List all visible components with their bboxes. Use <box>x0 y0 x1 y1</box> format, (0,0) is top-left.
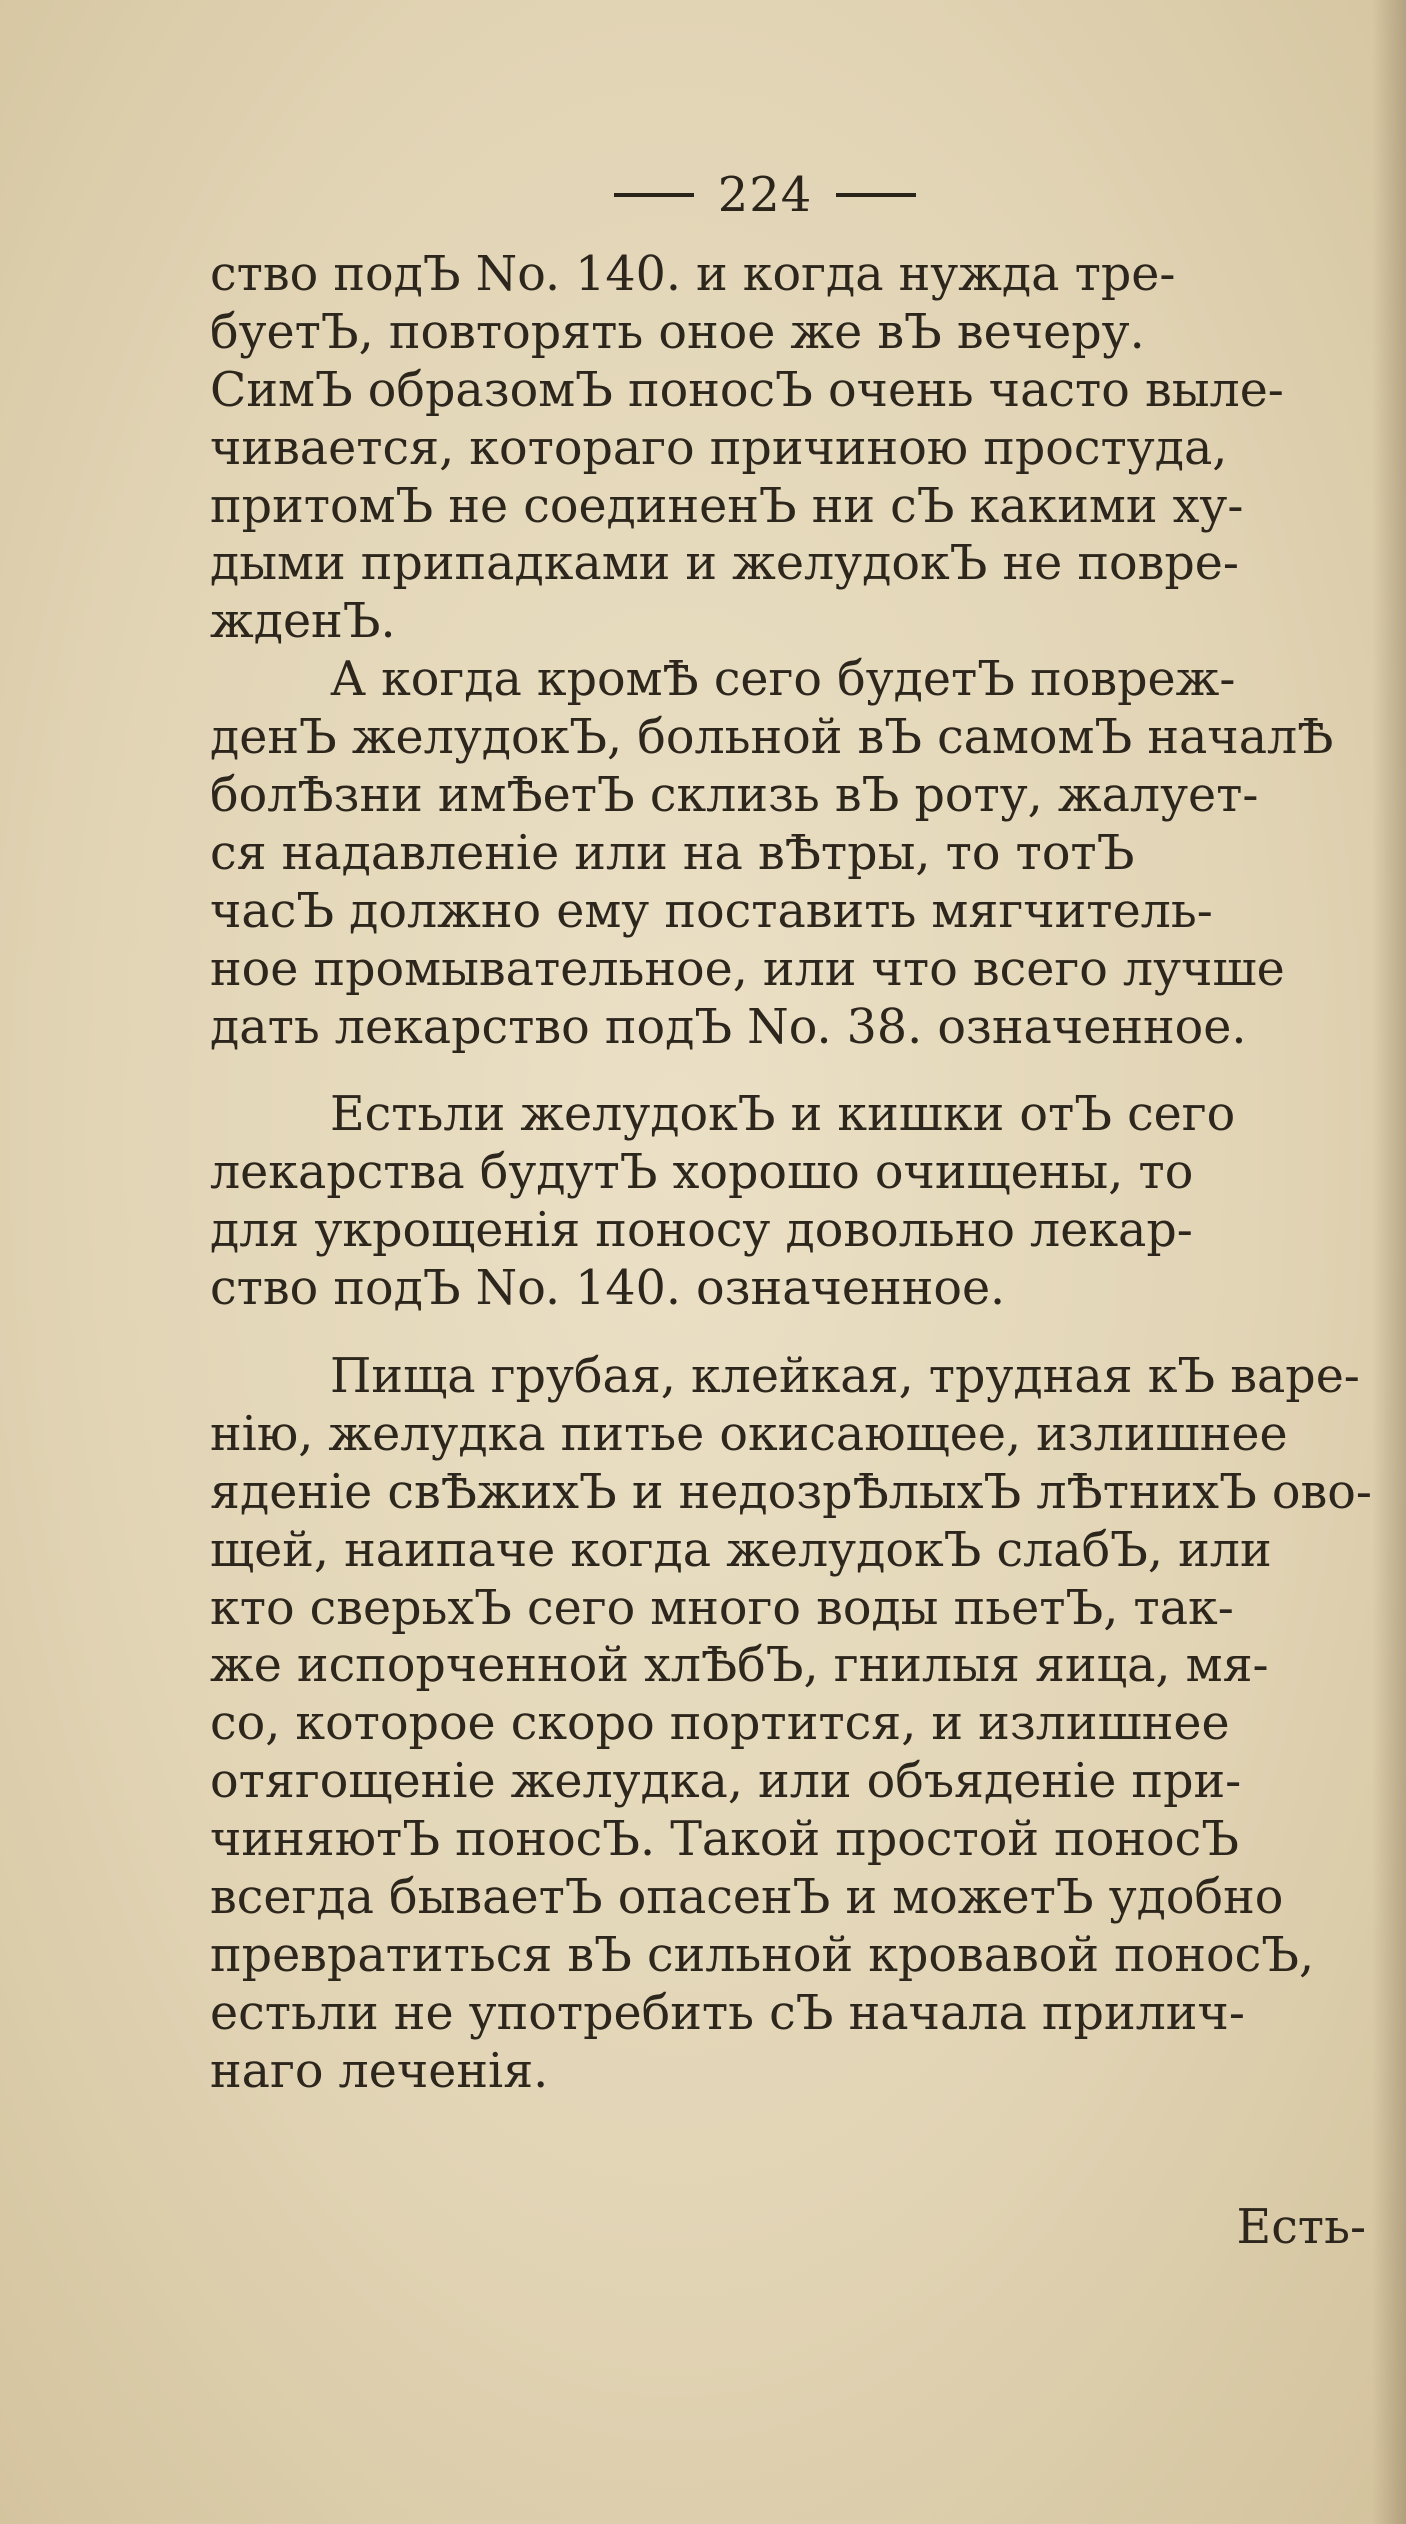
text-line: яденіе свѢжихЪ и недозрѢлыхЪ лѢтнихЪ ово- <box>210 1464 1372 1520</box>
header-rule-left <box>614 193 694 197</box>
text-line: дыми припадками и желудокЪ не повре- <box>210 536 1239 592</box>
paragraph-1 <box>210 246 1370 651</box>
text-line: чивается, котораго причиною простуда, <box>210 420 1228 476</box>
text-line: притомЪ не соединенЪ ни сЪ какими ху- <box>210 478 1244 534</box>
paragraph-4 <box>210 1348 1370 2101</box>
text-line: болѢзни имѢетЪ склизь вЪ роту, жалует- <box>210 768 1259 824</box>
text-line: часЪ должно ему поставить мягчитель- <box>210 883 1213 939</box>
text-line: чиняютЪ поносЪ. Такой простой поносЪ <box>210 1812 1239 1868</box>
text-line: буетЪ, повторять оное же вЪ вечеру. <box>210 304 1145 360</box>
text-line: щей, наипаче когда желудокЪ слабЪ, или <box>210 1522 1272 1578</box>
text-line: ство подЪ No. 140. означенное. <box>210 1261 1006 1317</box>
text-line: денЪ желудокЪ, больной вЪ самомЪ началѢ <box>210 710 1334 766</box>
text-line: естьли не употребить сЪ начала прилич- <box>210 1985 1245 2041</box>
text-line: дать лекарство подЪ No. 38. означенное. <box>210 999 1247 1055</box>
text-line: наго леченія. <box>210 2043 549 2099</box>
body-text <box>210 246 1370 2101</box>
text-line: со, которое скоро портится, и излишнее <box>210 1696 1230 1752</box>
text-line: А когда кромѢ сего будетЪ повреж- <box>330 652 1236 708</box>
text-line: кто сверьхЪ сего много воды пьетЪ, так- <box>210 1580 1234 1636</box>
paragraph-2 <box>210 651 1370 1056</box>
text-line: же испорченной хлѢбЪ, гнилыя яица, мя- <box>210 1638 1269 1694</box>
text-line: для укрощенія поносу довольно лекар- <box>210 1203 1193 1259</box>
text-line: всегда бываетЪ опасенЪ и можетЪ удобно <box>210 1870 1284 1926</box>
page-header <box>600 165 930 225</box>
header-rule-right <box>836 193 916 197</box>
text-line: жденЪ. <box>210 594 396 650</box>
page-number: 224 <box>717 167 813 223</box>
text-line: Естьли желудокЪ и кишки отЪ сего <box>330 1087 1236 1143</box>
text-line: нію, желудка питье окисающее, излишнее <box>210 1406 1288 1462</box>
text-line: СимЪ образомЪ поносЪ очень часто выле- <box>210 362 1284 418</box>
text-line: ное промывательное, или что всего лучше <box>210 941 1285 997</box>
text-line: ство подЪ No. 140. и когда нужда тре- <box>210 247 1176 302</box>
text-line: отягощеніе желудка, или объяденіе при- <box>210 1754 1242 1810</box>
text-line: превратиться вЪ сильной кровавой поносЪ, <box>210 1927 1315 1983</box>
paragraph-3 <box>210 1086 1370 1318</box>
text-line: Пища грубая, клейкая, трудная кЪ варе- <box>330 1349 1360 1405</box>
text-line: лекарства будутЪ хорошо очищены, то <box>210 1145 1194 1201</box>
catchword: Есть- <box>1236 2200 1366 2255</box>
text-line: ся надавленіе или на вѢтры, то тотЪ <box>210 825 1135 881</box>
page-edge-shadow <box>1372 0 1406 2524</box>
